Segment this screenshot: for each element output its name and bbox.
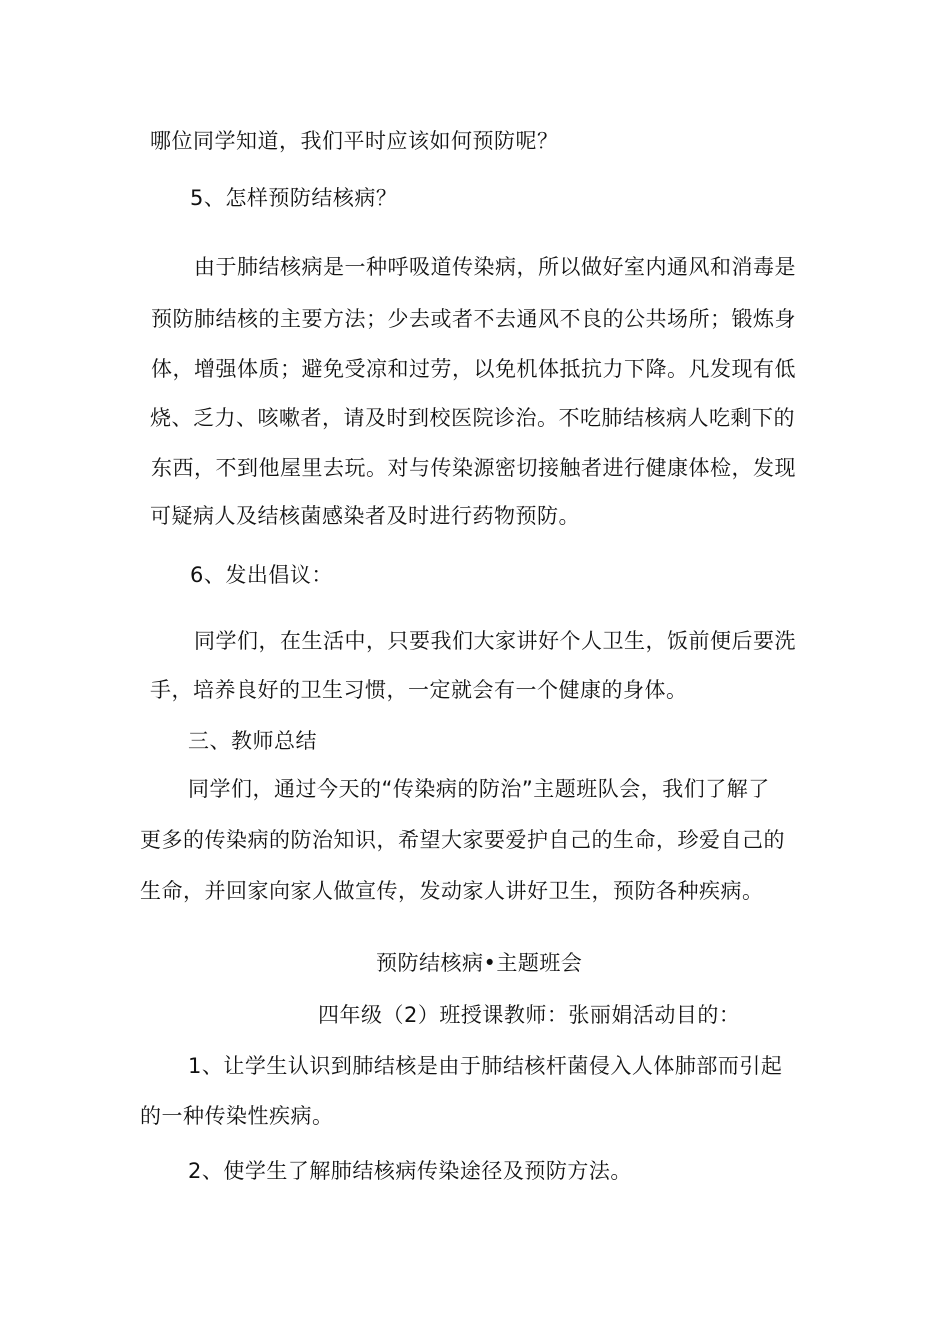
goal-1-line-1: 1、让学生认识到肺结核是由于肺结核杆菌侵入人体肺部而引起 xyxy=(188,1054,783,1078)
section-5-line-4: 烧、乏力、咳嗽者，请及时到校医院诊治。不吃肺结核病人吃剩下的 xyxy=(150,406,795,430)
next-section-title: 预防结核病•主题班会 xyxy=(376,951,583,975)
section-5-heading: 5、怎样预防结核病？ xyxy=(190,186,398,210)
summary-line-1: 同学们，通过今天的“传染病的防治”主题班队会，我们了解了 xyxy=(188,777,770,801)
intro-question: 哪位同学知道，我们平时应该如何预防呢？ xyxy=(150,129,559,153)
section-5-line-6: 可疑病人及结核菌感染者及时进行药物预防。 xyxy=(150,504,580,528)
section-5-line-3: 体，增强体质；避免受凉和过劳，以免机体抵抗力下降。凡发现有低 xyxy=(151,357,796,381)
section-6-line-2: 手，培养良好的卫生习惯，一定就会有一个健康的身体。 xyxy=(150,678,688,702)
section-5-line-2: 预防肺结核的主要方法；少去或者不去通风不良的公共场所；锻炼身 xyxy=(151,307,796,331)
section-5-line-1: 由于肺结核病是一种呼吸道传染病，所以做好室内通风和消毒是 xyxy=(194,255,796,279)
section-6-heading: 6、发出倡议： xyxy=(190,563,333,587)
section-5-line-5: 东西，不到他屋里去玩。对与传染源密切接触者进行健康体检，发现 xyxy=(151,456,796,480)
section-3-heading: 三、教师总结 xyxy=(188,729,317,753)
goal-2-line: 2、使学生了解肺结核病传染途径及预防方法。 xyxy=(188,1159,632,1183)
summary-line-3: 生命，并回家向家人做宣传，发动家人讲好卫生，预防各种疾病。 xyxy=(140,879,764,903)
goal-1-line-2: 的一种传染性疾病。 xyxy=(140,1104,334,1128)
next-section-subtitle: 四年级（2）班授课教师：张丽娟活动目的： xyxy=(318,1003,741,1027)
section-6-line-1: 同学们，在生活中，只要我们大家讲好个人卫生，饭前便后要洗 xyxy=(194,629,796,653)
summary-line-2: 更多的传染病的防治知识，希望大家要爱护自己的生命，珍爱自己的 xyxy=(140,828,785,852)
